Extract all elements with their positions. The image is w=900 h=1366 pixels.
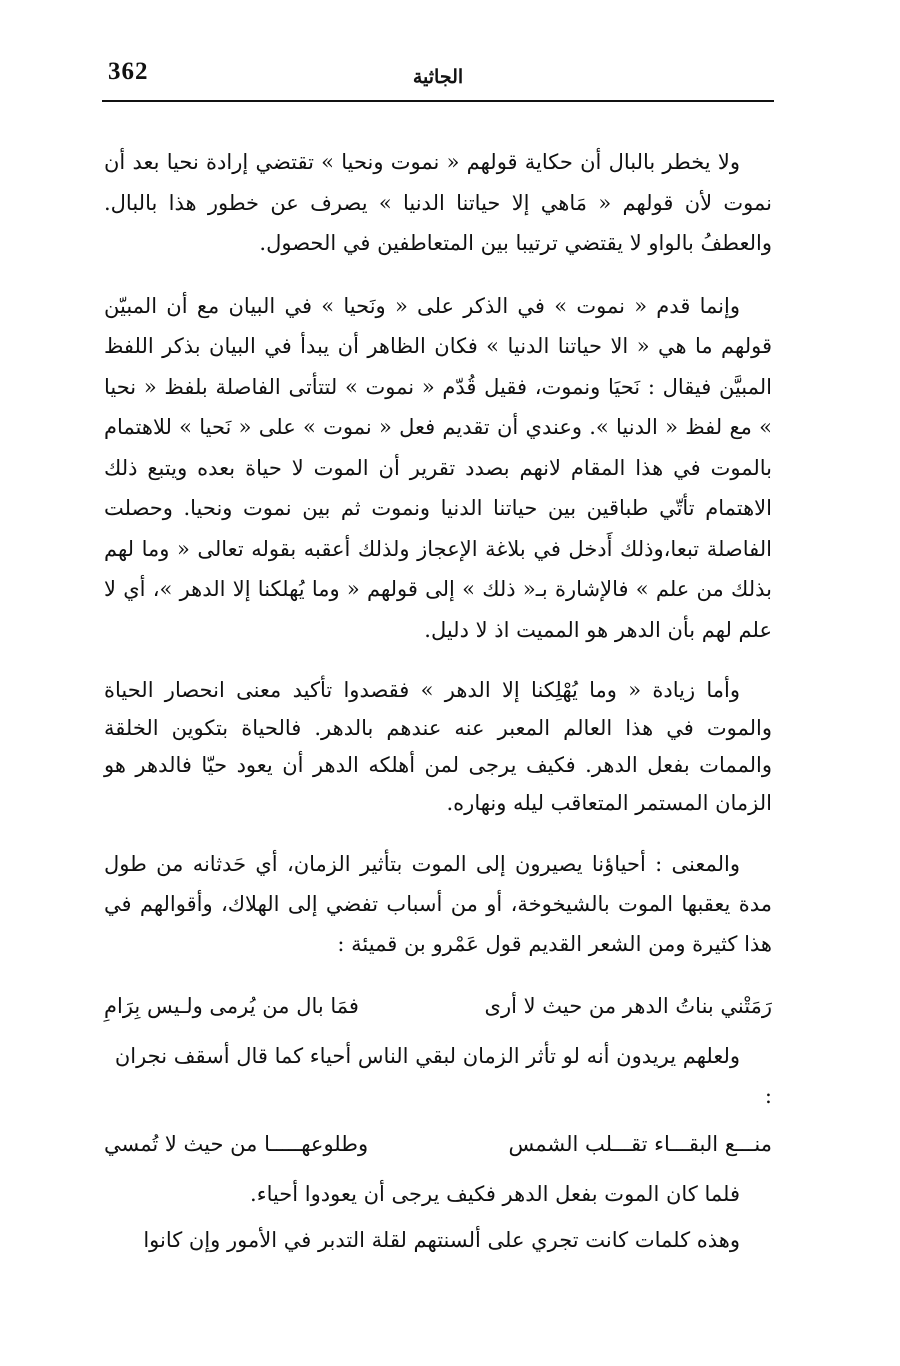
paragraph-3: وأما زيادة « وما يُهْلِكنا إلا الدهر » فقصدوا تأكيد معنى انحصار الحياة والموت في هذا العالم المعبر عنه عندهم بالدهر. فالحياة بتكوين الخلقة والممات بفعل الدهر. فكيف يرجى لمن أهلكه الدهر أن يعود حيّا فالدهر هو الزمان المستمر المتعاقب ليله ونهاره. (104, 678, 772, 815)
verse-2-second-hemistich: وطلوعهـــــا من حيث لا تُمسي (104, 1132, 369, 1156)
paragraph-1: ولا يخطر بالبال أن حكاية قولهم « نموت ونحيا » تقتضي إرادة نحيا بعد أن نموت لأن قولهم « مَاهي إلا حياتنا الدنيا » يصرف عن خطور هذا بالبال. والعطفُ بالواو لا يقتضي ترتيبا بين المتعاطفين في الحصول. (104, 150, 772, 255)
paragraph-5: وهذه كلمات كانت تجري على ألسنتهم لقلة التدبر في الأمور وإن كانوا (143, 1228, 740, 1252)
body-text (104, 142, 772, 1281)
page-header (104, 58, 772, 102)
running-title: الجاثية (412, 66, 464, 88)
verse-1 (104, 986, 772, 1026)
paragraph-2: وإنما قدم « نموت » في الذكر على « ونَحيا » في البيان مع أن المبيّن قولهم ما هي « الا حياتنا الدنيا » فكان الظاهر أن يبدأ في البيان بذكر اللفظ المبيَّن فيقال : نَحيَا ونموت، فقيل قُدّم « نموت » لتتأتى الفاصلة بلفظ « نحيا » مع لفظ « الدنيا ». وعندي أن تقديم فعل « نموت » على « نَحيا » للاهتمام بالموت في هذا المقام لانهم بصدد تقرير أن الموت لا حياة بعده ويتبع ذلك الاهتمام تأتّي طباقين بين حياتنا الدنيا ونموت ثم بين نموت ونحيا. وحصلت الفاصلة تبعا،وذلك أَدخل في بلاغة الإعجاز ولذلك أعقبه بقوله تعالى « وما لهم بذلك من علم » فالإشارة بـ« ذلك » إلى قولهم « وما يُهلكنا إلا الدهر »، أي لا علم لهم بأن الدهر هو المميت اذ لا دليل. (104, 293, 772, 642)
header-rule (102, 100, 774, 102)
page-number: 362 (108, 58, 149, 85)
paragraph-4: والمعنى : أحياؤنا يصيرون إلى الموت بتأثير الزمان، أي حَدثانه من طول مدة يعقبها الموت بالشيخوخة، أو من أسباب تفضي إلى الهلاك، وأقوالهم في هذا كثيرة ومن الشعر القديم قول عَمْرو بن قميئة : (104, 852, 772, 956)
verse-2 (104, 1124, 772, 1164)
verse-1-first-hemistich: رَمَتْني بناتُ الدهر من حيث لا أرى (484, 994, 772, 1018)
line-after-verse-1: ولعلهم يريدون أنه لو تأثر الزمان لبقي الناس أحياء كما قال أسقف نجران : (114, 1044, 772, 1108)
verse-2-first-hemistich: منـــع البقـــاء تقـــلب الشمس (508, 1132, 772, 1156)
line-after-verse-2: فلما كان الموت بفعل الدهر فكيف يرجى أن يعودوا أحياء. (250, 1182, 740, 1206)
verse-1-second-hemistich: فمَا بال من يُرمى ولـيس بِرَامِ (104, 994, 359, 1018)
